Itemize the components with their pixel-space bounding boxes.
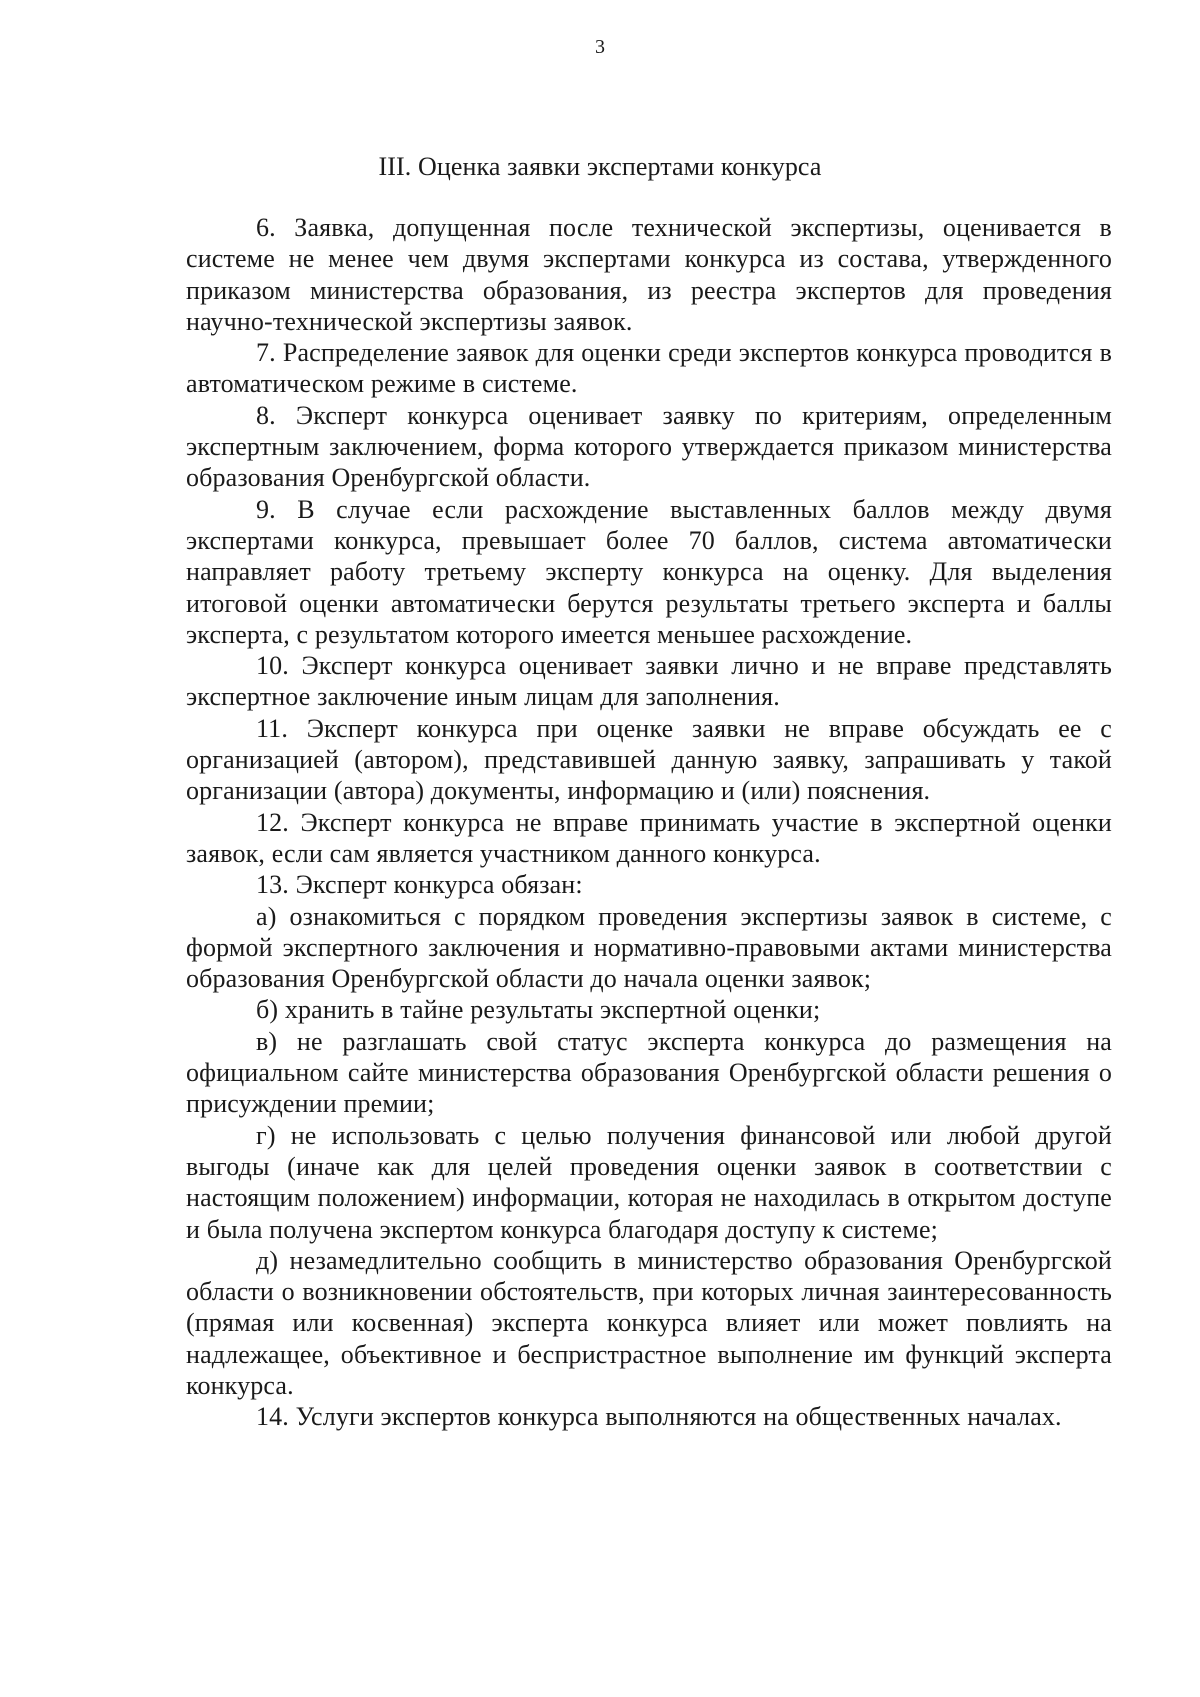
paragraph-8: 8. Эксперт конкурса оценивает заявку по критериям, определенным экспертным заключением, форма которого утверждается приказом министерства образования Оренбургской области. [186, 400, 1112, 493]
paragraph-13-g: г) не использовать с целью получения финансовой или любой другой выгоды (иначе как для целей проведения оценки заявок в соответствии с настоящим положением) информации, которая не находилась в открытом доступе и была получена экспертом конкурса благодаря доступу к системе; [186, 1120, 1112, 1244]
paragraph-13-v: в) не разглашать свой статус эксперта конкурса до размещения на официальном сайте министерства образования Оренбургской области решения о присуждении премии; [186, 1026, 1112, 1119]
paragraph-12: 12. Эксперт конкурса не вправе принимать участие в экспертной оценки заявок, если сам является участником данного конкурса. [186, 807, 1112, 868]
section-title: III. Оценка заявки экспертами конкурса [378, 152, 822, 181]
paragraph-13: 13. Эксперт конкурса обязан: [256, 870, 583, 900]
document-body [186, 212, 1112, 1433]
paragraph-10: 10. Эксперт конкурса оценивает заявки лично и не вправе представлять экспертное заключение иным лицам для заполнения. [186, 651, 1112, 712]
paragraph-13-d: д) незамедлительно сообщить в министерство образования Оренбургской области о возникновении обстоятельств, при которых личная заинтересованность (прямая или косвенная) эксперта конкурса влияет или может повлиять на надлежащее, объективное и беспристрастное выполнение им функций эксперта конкурса. [186, 1245, 1112, 1400]
paragraph-14: 14. Услуги экспертов конкурса выполняются на общественных началах. [256, 1402, 1062, 1432]
paragraph-6: 6. Заявка, допущенная после технической экспертизы, оценивается в системе не менее чем двумя экспертами конкурса из состава, утвержденного приказом министерства образования, из реестра экспертов для проведения научно-технической экспертизы заявок. [186, 213, 1112, 336]
page-number: 3 [595, 36, 605, 58]
paragraph-7: 7. Распределение заявок для оценки среди экспертов конкурса проводится в автоматическом режиме в системе. [186, 338, 1112, 399]
paragraph-13-b: б) хранить в тайне результаты экспертной оценки; [256, 995, 821, 1025]
paragraph-13-a: а) ознакомиться с порядком проведения экспертизы заявок в системе, с формой экспертного заключения и нормативно-правовыми актами министерства образования Оренбургской области до начала оценки заявок; [186, 901, 1112, 994]
paragraph-9: 9. В случае если расхождение выставленных баллов между двумя экспертами конкурса, превышает более 70 баллов, система автоматически направляет работу третьему эксперту конкурса на оценку. Для выделения итоговой оценки автоматически берутся результаты третьего эксперта и баллы эксперта, с результатом которого имеется меньшее расхождение. [186, 494, 1112, 649]
paragraph-11: 11. Эксперт конкурса при оценке заявки не вправе обсуждать ее с организацией (автором), представившей данную заявку, запрашивать у такой организации (автора) документы, информацию и (или) пояснения. [186, 713, 1112, 806]
